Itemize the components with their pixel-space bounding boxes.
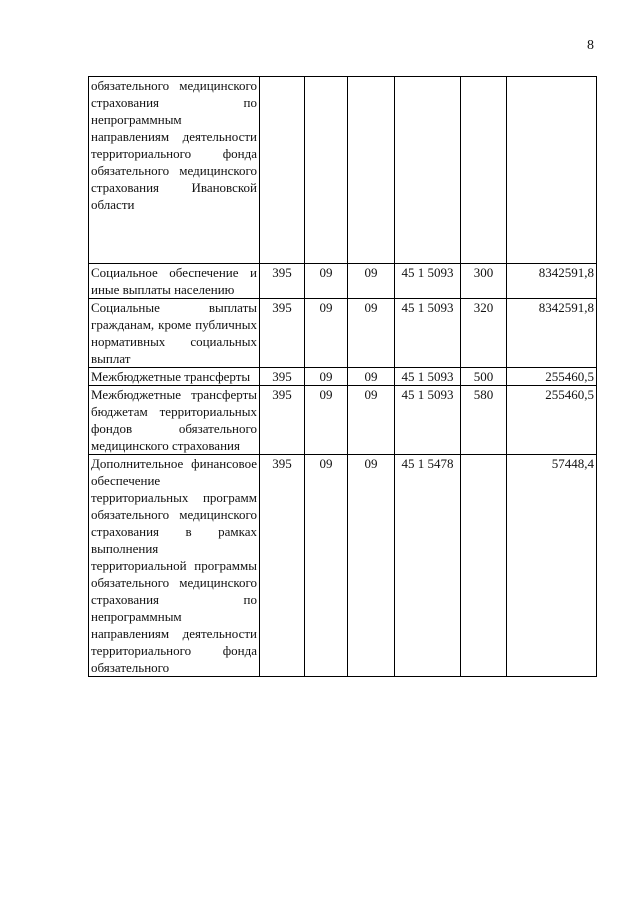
- row-name-cell: Межбюджетные трансферты: [89, 368, 260, 386]
- amount-cell: 8342591,8: [507, 264, 597, 299]
- gr-code-cell: 395: [260, 299, 305, 368]
- section-code-cell: [305, 77, 348, 264]
- expense-type-cell: 320: [461, 299, 507, 368]
- subsection-code-cell: 09: [348, 264, 395, 299]
- amount-cell: 255460,5: [507, 386, 597, 455]
- table-row: [89, 299, 597, 368]
- row-name-cell: Дополнительное финансовое обеспечение территориальных программ обязательного медицинского страхования в рамках выполнения территориальной программы обязательного медицинского страхования по непрограммным направлениям деятельности территориального фонда обязательного: [89, 455, 260, 677]
- table-row: [89, 264, 597, 299]
- expense-type-cell: 500: [461, 368, 507, 386]
- row-name-cell: обязательного медицинского страхования по непрограммным направлениям деятельности территориального фонда обязательного медицинского страхования Ивановской области: [89, 77, 260, 264]
- row-name-cell: Социальное обеспечение и иные выплаты населению: [89, 264, 260, 299]
- section-code-cell: 09: [305, 455, 348, 677]
- section-code-cell: 09: [305, 368, 348, 386]
- subsection-code-cell: 09: [348, 386, 395, 455]
- section-code-cell: 09: [305, 299, 348, 368]
- amount-cell: [507, 77, 597, 264]
- amount-cell: 255460,5: [507, 368, 597, 386]
- table-row: [89, 455, 597, 677]
- amount-cell: 8342591,8: [507, 299, 597, 368]
- table-row: [89, 77, 597, 264]
- target-code-cell: 45 1 5093: [395, 264, 461, 299]
- row-name-cell: Межбюджетные трансферты бюджетам территориальных фондов обязательного медицинского страхования: [89, 386, 260, 455]
- target-code-cell: [395, 77, 461, 264]
- subsection-code-cell: 09: [348, 455, 395, 677]
- amount-cell: 57448,4: [507, 455, 597, 677]
- page-number: 8: [587, 38, 594, 53]
- target-code-cell: 45 1 5093: [395, 386, 461, 455]
- target-code-cell: 45 1 5093: [395, 368, 461, 386]
- target-code-cell: 45 1 5478: [395, 455, 461, 677]
- table-row: [89, 368, 597, 386]
- subsection-code-cell: 09: [348, 299, 395, 368]
- gr-code-cell: 395: [260, 368, 305, 386]
- expense-type-cell: 580: [461, 386, 507, 455]
- gr-code-cell: 395: [260, 386, 305, 455]
- expense-type-cell: 300: [461, 264, 507, 299]
- subsection-code-cell: 09: [348, 368, 395, 386]
- target-code-cell: 45 1 5093: [395, 299, 461, 368]
- gr-code-cell: 395: [260, 264, 305, 299]
- table-row: [89, 386, 597, 455]
- row-name-cell: Социальные выплаты гражданам, кроме публичных нормативных социальных выплат: [89, 299, 260, 368]
- section-code-cell: 09: [305, 264, 348, 299]
- expense-type-cell: [461, 455, 507, 677]
- gr-code-cell: [260, 77, 305, 264]
- budget-table: [88, 76, 597, 677]
- expense-type-cell: [461, 77, 507, 264]
- gr-code-cell: 395: [260, 455, 305, 677]
- section-code-cell: 09: [305, 386, 348, 455]
- subsection-code-cell: [348, 77, 395, 264]
